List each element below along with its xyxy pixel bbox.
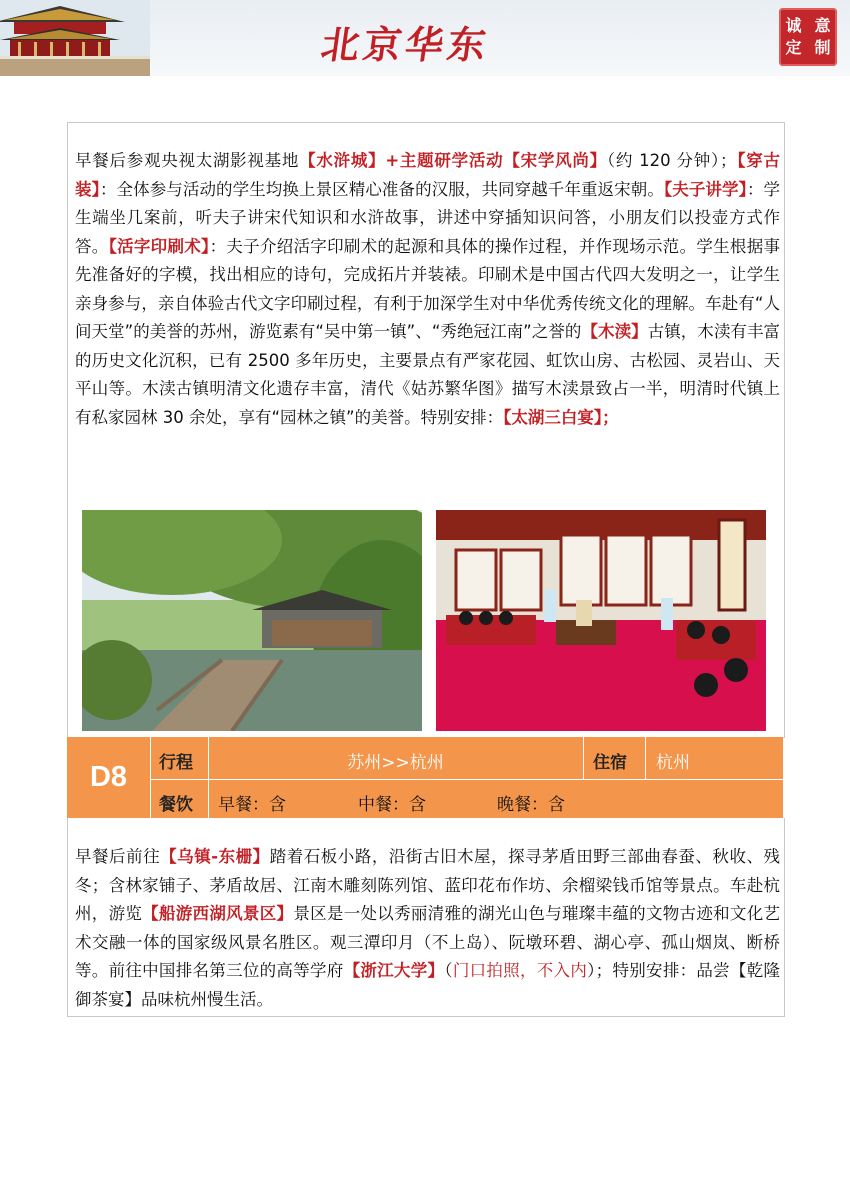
highlight-spot: 【船游西湖风景区】 [142, 904, 294, 923]
highlight-spot: 【夫子讲学】 [663, 179, 747, 199]
text-segment: ：夫子介绍活字印刷术的起源和具体的操作过程，并作现场示范。学生根据事先准备好的字模，找出相应的诗句，完成拓片并装裱。印刷术是中国古代四大发明之一，让学生亲身参与，亲自体验古代文字印刷过程，有利于加深学生对中华优秀传统文化的理解。车赴有“人间天堂”的美誉的苏州，游览素有“吴中第一镇”、“秀绝冠江南”之誉的 [75, 236, 781, 341]
page-header [0, 0, 850, 76]
seal-char: 意 [814, 16, 831, 35]
stay-label: 住宿 [593, 753, 627, 773]
text-segment: ：学生端坐几案前，听夫子讲宋代知识和水浒故事，讲述中穿插知识问答，小朋友们以投壶方式作答。 [75, 179, 781, 256]
lunch-value: 中餐：含 [358, 795, 426, 815]
day8-summary-bar [67, 737, 783, 818]
day8-description [75, 843, 780, 1014]
route-label: 行程 [159, 753, 193, 773]
stay-value: 杭州 [656, 753, 690, 773]
classroom-photo [436, 510, 766, 731]
divider [150, 779, 783, 780]
text-segment: 古镇，木渎有丰富的历史文化沉积，已有 2500 多年历史，主要景点有严家花园、虹饮山房、古松园、灵岩山、天平山等。木渎古镇明清文化遗存丰富，清代《姑苏繁华图》描写木渎景致占一半，明清时代镇上有私家园林 30 余处，享有“园林之镇”的美誉。特别安排： [75, 322, 781, 427]
seal-char: 诚 [785, 16, 802, 35]
text-segment: 踏着石板小路，沿街古旧木屋，探寻茅盾田野三部曲春蚕、秋收、残冬；含林家铺子、茅盾故居、江南木雕刻陈列馆、蓝印花布作坊、余榴梁钱币馆等景点。车赴杭州，游览 [75, 847, 780, 923]
divider [150, 737, 151, 818]
seal-stamp [779, 8, 837, 66]
highlight-spot: 【太湖三白宴】； [503, 407, 619, 427]
text-segment: ：全体参与活动的学生均换上景区精心准备的汉服，共同穿越千年重返宋朝。 [99, 179, 664, 199]
meals-label: 餐饮 [159, 795, 193, 815]
highlight-spot: 【穿古装】 [75, 151, 781, 199]
day-number: D8 [89, 761, 128, 793]
highlight-spot: 【乌镇-东栅】 [160, 847, 270, 866]
day7-description [75, 147, 780, 432]
seal-char: 定 [785, 38, 802, 57]
dinner-value: 晚餐：含 [497, 795, 565, 815]
garden-photo [82, 510, 422, 731]
text-segment: ）；特别安排：品尝【乾隆御茶宴】品味杭州慢生活。 [75, 961, 781, 1009]
highlight-spot: 【浙江大学】 [343, 961, 445, 980]
palace-image [0, 0, 150, 76]
divider [583, 737, 584, 779]
divider [645, 737, 646, 779]
seal-char: 制 [814, 38, 831, 57]
note-text: 门口拍照，不入内 [452, 961, 588, 980]
text-segment: （约 120 分钟）； [606, 151, 737, 170]
highlight-spot: 【活字印刷术】 [108, 236, 210, 256]
text-segment: 早餐后前往 [75, 847, 161, 866]
text-segment: 早餐后参观央视太湖影视基地 [75, 151, 300, 170]
route-value: 苏州>>杭州 [347, 753, 444, 773]
text-segment: （ [444, 961, 453, 980]
highlight-spot: 【木渎】 [581, 322, 648, 341]
brand-title: 北京华东 [318, 22, 493, 67]
text-segment: 景区是一处以秀丽清雅的湖光山色与璀璨丰蕴的文物古迹和文化艺术交融一体的国家级风景名胜区。观三潭印月（不上岛）、阮墩环碧、湖心亭、孤山烟岚、断桥等。前往中国排名第三位的高等学府 [75, 904, 781, 980]
breakfast-value: 早餐：含 [218, 795, 286, 815]
highlight-spot: 【水浒城】+主题研学活动【宋学风尚】 [299, 151, 607, 170]
